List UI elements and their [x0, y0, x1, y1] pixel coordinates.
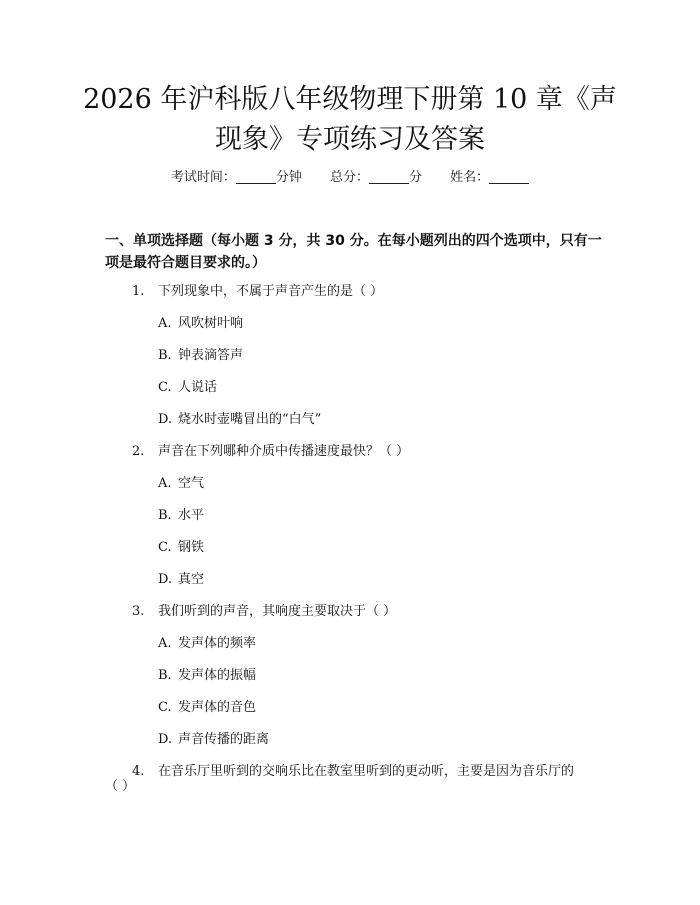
option-text: 水平 — [178, 508, 205, 523]
question-3-option-a — [158, 634, 256, 654]
question-number: 1. — [132, 284, 145, 299]
question-1-option-b — [158, 346, 243, 366]
option-letter: A. — [158, 316, 172, 331]
question-3-option-d — [158, 730, 269, 750]
question-number: 3. — [132, 604, 145, 619]
option-text: 发声体的频率 — [178, 636, 257, 651]
option-letter: C. — [158, 540, 172, 555]
option-letter: A. — [158, 476, 172, 491]
question-3 — [132, 602, 396, 622]
total-score-label: 总分： — [329, 170, 369, 185]
option-letter: B. — [158, 508, 172, 523]
option-letter: D. — [158, 732, 173, 747]
option-letter: D. — [158, 412, 173, 427]
exam-time-label: 考试时间： — [170, 170, 236, 185]
title-line-2: 现象》专项练习及答案 — [215, 124, 485, 155]
option-letter: B. — [158, 668, 172, 683]
total-score-blank — [369, 169, 409, 184]
option-text: 烧水时壶嘴冒出的“白气” — [178, 412, 322, 427]
question-1-option-c — [158, 378, 217, 398]
total-score-field — [330, 168, 422, 188]
exam-time-unit: 分钟 — [275, 170, 302, 185]
name-field — [450, 168, 529, 188]
question-1 — [132, 282, 383, 302]
total-score-unit: 分 — [409, 170, 423, 185]
option-text: 真空 — [178, 572, 205, 587]
exam-time-blank — [236, 169, 276, 184]
option-letter: B. — [158, 348, 172, 363]
question-2-option-d — [158, 570, 204, 590]
question-text: 在音乐厅里听到的交响乐比在教室里听到的更动听，主要是因为音乐厅的 — [158, 764, 575, 779]
name-blank — [489, 169, 529, 184]
question-2 — [132, 442, 409, 462]
question-number: 4. — [132, 764, 145, 779]
document-title — [60, 80, 640, 160]
question-1-option-d — [158, 410, 321, 430]
option-letter: C. — [158, 700, 172, 715]
exam-meta-row — [0, 168, 700, 188]
option-text: 钟表滴答声 — [178, 348, 244, 363]
title-line-1: 2026 年沪科版八年级物理下册第 10 章《声 — [83, 84, 617, 115]
option-letter: D. — [158, 572, 173, 587]
option-text: 发声体的音色 — [178, 700, 257, 715]
option-text: 人说话 — [178, 380, 218, 395]
option-text: 声音传播的距离 — [178, 732, 270, 747]
question-4-continuation: （ ） — [105, 779, 136, 794]
question-1-option-a — [158, 314, 243, 334]
question-number: 2. — [132, 444, 145, 459]
exam-time-field — [171, 168, 302, 188]
question-text: 下列现象中，不属于声音产生的是（ ） — [158, 284, 384, 299]
question-3-option-b — [158, 666, 256, 686]
section-1-heading: 一、单项选择题（每小题 3 分，共 30 分。在每小题列出的四个选项中，只有一项是最符合题目要求的。） — [105, 233, 602, 271]
option-text: 钢铁 — [178, 540, 205, 555]
question-text: 声音在下列哪种介质中传播速度最快？（ ） — [158, 444, 410, 459]
option-letter: A. — [158, 636, 172, 651]
question-text: 我们听到的声音，其响度主要取决于（ ） — [158, 604, 397, 619]
question-4 — [132, 762, 574, 782]
option-text: 风吹树叶响 — [178, 316, 244, 331]
option-letter: C. — [158, 380, 172, 395]
option-text: 空气 — [178, 476, 205, 491]
question-2-option-a — [158, 474, 204, 494]
name-label: 姓名： — [450, 170, 490, 185]
option-text: 发声体的振幅 — [178, 668, 257, 683]
question-2-option-b — [158, 506, 204, 526]
question-3-option-c — [158, 698, 256, 718]
question-2-option-c — [158, 538, 204, 558]
